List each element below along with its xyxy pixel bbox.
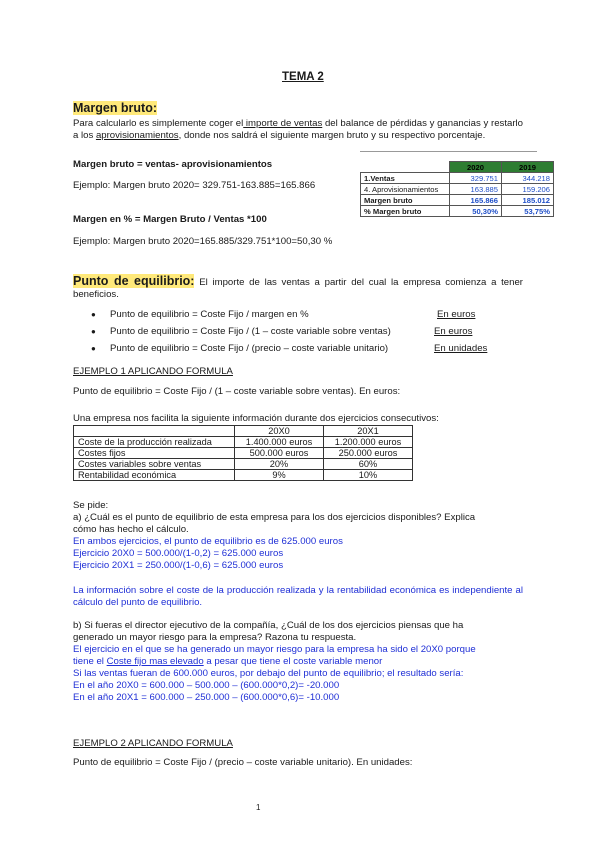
balance-label: % Margen bruto [361,206,450,217]
balance-label: 1.Ventas [361,173,450,184]
table-row [74,459,413,470]
ejemplo1-cell: 1.200.000 euros [324,437,413,448]
margen-intro-post: , donde nos saldrá el siguiente margen bruto y su respectivo porcentaje. [178,130,486,141]
answer-b-line5: En el año 20X1 = 600.000 – 250.000 – (600.000*0,6)= -10.000 [73,692,340,703]
balance-value: 344.218 [502,173,554,184]
ejemplo1-cell: 500.000 euros [235,448,324,459]
ejemplo2-heading: EJEMPLO 2 APLICANDO FORMULA [73,738,233,749]
answer-a-line: En ambos ejercicios, el punto de equilibrio es de 625.000 euros [73,536,343,547]
balance-header-row [361,162,554,173]
margen-intro-mid: del balance de pérdidas y ganancias y restarlo a los [73,118,523,141]
ejemplo1-cell: 1.400.000 euros [235,437,324,448]
ejemplo1-header-row [74,426,413,437]
equilibrio-intro [73,275,523,301]
table-row [361,195,554,206]
ejemplo2-formula: Punto de equilibrio = Coste Fijo / (precio – coste variable unitario). En unidades: [73,757,413,768]
margen-heading-text: Margen bruto: [73,101,158,115]
ejemplo1-cell: Costes fijos [74,448,235,459]
ejemplo1-formula: Punto de equilibrio = Coste Fijo / (1 – coste variable sobre ventas). En euros: [73,386,401,397]
balance-value: 53,75% [502,206,554,217]
balance-value: 163.885 [450,184,502,195]
margen-intro [73,118,523,142]
ejemplo1-table [73,425,413,481]
page-number: 1 [256,803,261,812]
equilibrio-heading: Punto de equilibrio: [73,274,195,288]
bullet-text: Punto de equilibrio = Coste Fijo / (precio – coste variable unitario) [110,343,389,354]
ejemplo1-cell: Rentabilidad económica [74,470,235,481]
answer-b-line3: Si las ventas fueran de 600.000 euros, por debajo del punto de equilibrio; el resultado sería: [73,668,464,679]
ejemplo1-cell: 9% [235,470,324,481]
bullet-text: Punto de equilibrio = Coste Fijo / (1 – coste variable sobre ventas) [110,326,391,337]
balance-value: 159.206 [502,184,554,195]
ejemplo1-cell: 250.000 euros [324,448,413,459]
balance-header-2020: 2020 [450,162,502,173]
ejemplo1-header-20x1: 20X1 [324,426,413,437]
question-b-line2: generado un mayor riesgo para la empresa? Razona tu respuesta. [73,632,357,643]
ejemplo1-header-20x0: 20X0 [235,426,324,437]
balance-table-divider [360,151,537,152]
balance-value: 165.866 [450,195,502,206]
balance-table [360,161,554,217]
bullet-unit: En euros [437,309,476,320]
ejemplo1-cell: Costes variables sobre ventas [74,459,235,470]
margen-pct-example: Ejemplo: Margen bruto 2020=165.885/329.751*100=50,30 % [73,236,333,247]
answer-b-line4: En el año 20X0 = 600.000 – 500.000 – (600.000*0,2)= -20.000 [73,680,340,691]
aprovisionamientos-link: aprovisionamientos [95,130,179,141]
coste-fijo-link: Coste fijo mas elevado [106,656,204,667]
table-row [74,470,413,481]
importe-ventas-link: importe de ventas [243,118,323,129]
margen-example: Ejemplo: Margen bruto 2020= 329.751-163.885=165.866 [73,180,316,191]
ejemplo1-cell: 60% [324,459,413,470]
question-b-line1: b) Si fueras el director ejecutivo de la compañía, ¿Cuál de los dos ejercicios piensas que ha [73,620,464,631]
balance-header-empty [361,162,450,173]
ejemplo1-heading: EJEMPLO 1 APLICANDO FORMULA [73,366,233,377]
bullet-text: Punto de equilibrio = Coste Fijo / margen en % [110,309,309,320]
table-row [361,173,554,184]
table-row [361,206,554,217]
ejemplo1-cell: 20% [235,459,324,470]
question-a-line1: a) ¿Cuál es el punto de equilibrio de esta empresa para los dos ejercicios disponibles? Explica [73,512,476,523]
answer-a-line: Ejercicio 20X0 = 500.000/(1-0,2) = 625.000 euros [73,548,284,559]
table-row [74,448,413,459]
equilibrio-intro-text: El importe de las ventas a partir del cual la empresa comienza a tener beneficios. [73,277,523,300]
answer-b-line2-post: a pesar que tiene el coste variable menor [203,656,383,667]
bullet-unit: En unidades [434,343,488,354]
ejemplo1-header-empty [74,426,235,437]
balance-value: 329.751 [450,173,502,184]
balance-header-2019: 2019 [502,162,554,173]
question-a-line2: cómo has hecho el cálculo. [73,524,189,535]
balance-value: 50,30% [450,206,502,217]
margen-heading [73,101,157,115]
answer-b-line1: El ejercicio en el que se ha generado un mayor riesgo para la empresa ha sido el 20X0 porque [73,644,476,655]
margen-intro-pre: Para calcularlo es simplemente coger el [73,118,244,129]
independence-note: La información sobre el coste de la producción realizada y la rentabilidad económica es independiente al cálculo del punto de equilibrio. [73,585,523,608]
balance-label: Margen bruto [361,195,450,206]
bullet-icon: ● [91,327,96,336]
ejemplo1-cell: Coste de la producción realizada [74,437,235,448]
margen-formula: Margen bruto = ventas- aprovisionamientos [73,159,273,170]
ejemplo1-cell: 10% [324,470,413,481]
bullet-icon: ● [91,344,96,353]
table-row [74,437,413,448]
table-row [361,184,554,195]
bullet-unit: En euros [434,326,473,337]
se-pide: Se pide: [73,500,109,511]
ejemplo1-statement: Una empresa nos facilita la siguiente información durante dos ejercicios consecutivos: [73,413,439,424]
answer-b-line2 [73,656,382,668]
balance-label: 4. Aprovisionamientos [361,184,450,195]
margen-pct-formula: Margen en % = Margen Bruto / Ventas *100 [73,214,267,225]
bullet-icon: ● [91,310,96,319]
page-title: TEMA 2 [282,71,324,83]
answer-b-line2-pre: tiene el [73,656,107,667]
answer-a-line: Ejercicio 20X1 = 250.000/(1-0,6) = 625.000 euros [73,560,284,571]
balance-value: 185.012 [502,195,554,206]
